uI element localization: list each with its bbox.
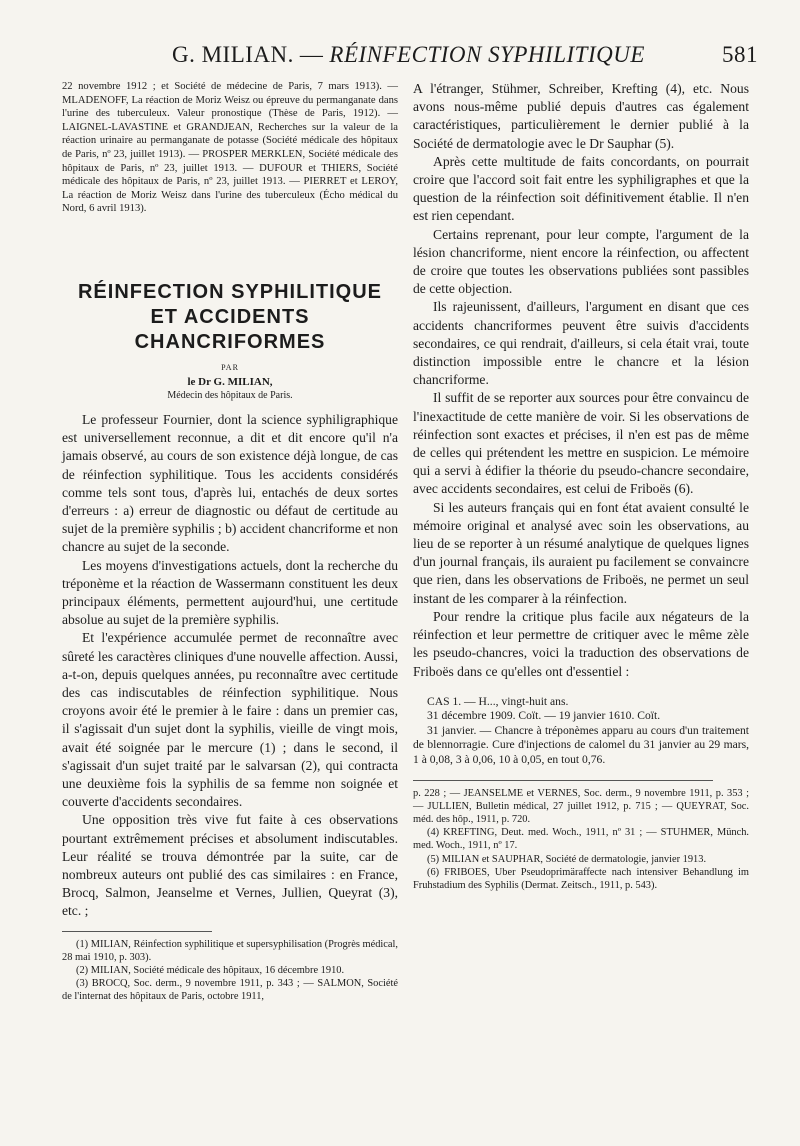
case-line: CAS 1. — H..., vingt-huit ans. xyxy=(427,694,569,708)
byline-par: PAR xyxy=(221,362,239,372)
case-line: 31 janvier. — Chancre à tréponèmes apparu au cours d'un traitement de blennorragie. Cure d'injections de calomel du 31 janvier au 29 mars, 1 à 0,08, 3 à 0,06, 10 à 0,05, en tout 0,76. xyxy=(413,723,749,767)
paragraph: Il suffit de se reporter aux sources pour être convaincu de l'inexactitude de cette manière de voir. Si les observations de réinfection sont exactes et précises, il n'en est pas de même de celles qui prétendent les mettre en suspicion. Le mémoire qui a servi à édifier la théorie du pseudo-chancre secondaire, avec accidents secondaires, est celui de Friboës (6). xyxy=(413,390,749,497)
paragraph: A l'étranger, Stühmer, Schreiber, Krefting (4), etc. Nous avons nous-même publié depuis d'autres cas également caractéristiques, particulièrement le dernier publié à la Société de dermatologie avec le Dr Sauphar (5). xyxy=(413,81,749,151)
header-running-title: RÉINFECTION SYPHILITIQUE xyxy=(329,42,645,67)
paragraph: Après cette multitude de faits concordants, on pourrait croire que l'accord soit fait entre les syphiligraphes et que la question de la réinfection soit définitivement établie. Il n'en est rien cependant. xyxy=(413,153,749,224)
paragraph: Les moyens d'investigations actuels, dont la recherche du tréponème et la réaction de Wassermann constituent les deux principaux éléments, permettent aujourd'hui, une certitude absolue au sujet de la première syphilis. xyxy=(62,557,398,628)
running-header xyxy=(62,42,758,76)
header-author: G. MILIAN. xyxy=(172,42,294,67)
footnote-divider xyxy=(413,780,713,781)
title-line-3: CHANCRIFORMES xyxy=(134,330,326,353)
footnote: (5) MILIAN et SAUPHAR, Société de dermatologie, janvier 1913. xyxy=(427,853,707,865)
paragraph: Le professeur Fournier, dont la science syphiligraphique est universellement reconnue, a dit et dit encore qu'il n'a jamais observé, au cours de son existence déjà longue, de cas de réinfection syphilitique. Tous les accidents considérés comme tels sont tous, d'après lui, entachés de deux sortes d'erreurs : a) erreur de diagnostic ou défaut de certitude au sujet de la première syphilis ; b) accident chancriforme et non chancre au sujet de la seconde. xyxy=(62,411,398,555)
paragraph: Si les auteurs français qui en font état avaient consulté le mémoire original et analysé avec soin les observations, au lieu de se reporter à un résumé analytique de quelques lignes d'un journal français, ils auraient pu facilement se convaincre que rien, dans les observations de Friboës, ne permet un seul instant de les comparer à la réinfection. xyxy=(413,499,749,606)
paragraph: Pour rendre la critique plus facile aux négateurs de la réinfection et leur permettre de critiquer avec le même zèle les pseudo-chancres, voici la traduction des observations de Friboës dans ce qu'elles ont d'essentiel : xyxy=(413,608,749,679)
article-author: le Dr G. MILIAN, xyxy=(187,375,273,388)
footnote: p. 228 ; — JEANSELME et VERNES, Soc. derm., 9 novembre 1911, p. 353 ; — JULLIEN, Bulletin médical, 27 juillet 1912, p. 715 ; — QUEYRAT, Soc. méd. des hôp., 1911, p. 720. xyxy=(413,787,749,826)
page-number: 581 xyxy=(722,42,758,67)
header-left xyxy=(172,42,645,68)
previous-article-references: 22 novembre 1912 ; et Société de médecine de Paris, 7 mars 1913). — MLADENOFF, La réaction de Moriz Weisz ou épreuve du permanganate dans l'urine des tuberculeux. Valeur pronostique (Thèse de Paris, 1912). — LAIGNEL-LAVASTINE et GRANDJEAN, Recherches sur la valeur de la réaction urinaire au permanganate de potasse (Société médicale des hôpitaux de Paris, nº 23, juillet 1913). — PROSPER MERKLEN, Société médicale des hôpitaux de Paris, nº 23, juillet 1913. — DUFOUR et THIERS, Société médicale des hôpitaux de Paris, nº 23, juillet 1913. — PIERRET et LEROY, La réaction de Moriz Weisz dans l'urine des tuberculeux (Écho médical du Nord, 6 avril 1913). xyxy=(62,81,398,215)
left-column xyxy=(62,80,398,1004)
footnote: (6) FRIBOES, Uber Pseudoprimäraffecte nach intensiver Behandlung im Fruhstadium des Syphilis (Dermat. Zeitsch., 1911, p. 543). xyxy=(413,866,749,892)
paragraph: Certains reprenant, pour leur compte, l'argument de la lésion chancriforme, nient encore la réinfection, ou affectent de croire que toutes les observations publiées sont passibles de cette objection. xyxy=(413,226,749,297)
title-line-1: RÉINFECTION SYPHILITIQUE xyxy=(77,280,383,303)
footnote-divider xyxy=(62,931,212,932)
footnote: (3) BROCQ, Soc. derm., 9 novembre 1911, p. 343 ; — SALMON, Société de l'internat des hôpitaux de Paris, octobre 1911, xyxy=(62,978,398,1003)
footnote: (4) KREFTING, Deut. med. Woch., 1911, nº 31 ; — STUHMER, Münch. med. Woch., 1911, nº 17. xyxy=(413,827,749,852)
case-report xyxy=(413,695,749,768)
right-column xyxy=(413,80,749,892)
title-line-2: ET ACCIDENTS xyxy=(150,305,310,328)
paragraph: Et l'expérience accumulée permet de reconnaître avec sûreté les caractères cliniques d'une nouvelle affection. Aussi, a-t-on, depuis quelques années, pu reconnaître avec certitude des cas indiscutables de réinfection syphilitique. Nous croyons avoir été le premier à le faire : dans un premier cas, il s'agissait d'un sujet dont la syphilis, vieille de vingt mois, avait été soignée par le mercure (1) ; dans le second, il s'agissait d'un sujet traité par le salvarsan (2), qui contracta une deuxième fois la syphilis de sa femme non soignée et couverte d'accidents secondaires. xyxy=(62,630,398,810)
author-affiliation: Médecin des hôpitaux de Paris. xyxy=(167,389,293,401)
case-line: 31 décembre 1909. Coït. — 19 janvier 1610. Coït. xyxy=(427,709,661,723)
paragraph: Une opposition très vive fut faite à ces observations pourtant extrêmement précises et absolument indiscutables. Leur réalité se trouva démontrée par la suite, car de nombreux auteurs ont publié des cas similaires : en France, Brocq, Salmon, Jeanselme et Vernes, Jullien, Queyrat (3), etc. ; xyxy=(62,812,398,919)
header-separator: — xyxy=(299,42,324,67)
footnote: (1) MILIAN, Réinfection syphilitique et supersyphilisation (Progrès médical, 28 mai 1910, p. 303). xyxy=(62,938,398,963)
left-body xyxy=(62,411,398,921)
right-body xyxy=(413,80,749,681)
footnote: (2) MILIAN, Société médicale des hôpitaux, 16 décembre 1910. xyxy=(76,965,345,977)
article-title xyxy=(62,280,398,355)
paragraph: Ils rajeunissent, d'ailleurs, l'argument en disant que ces accidents chancriformes peuvent être suivis d'accidents secondaires, ce qui rendrait, d'ailleurs, si cela était vrai, toute distinction impossible entre le chancre et la lésion chancriforme. xyxy=(413,299,749,388)
